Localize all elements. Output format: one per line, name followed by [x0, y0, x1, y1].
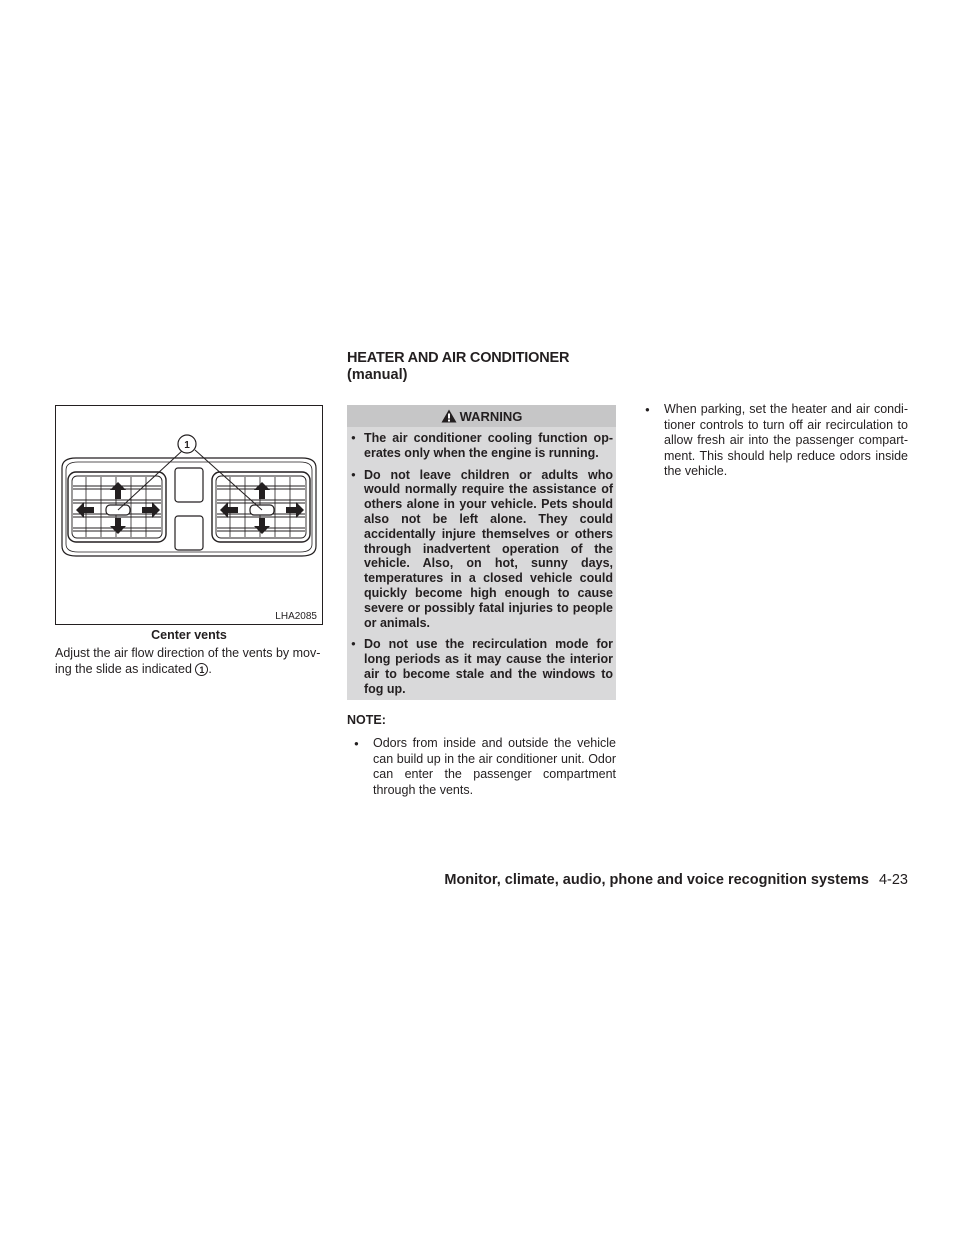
- warning-label: WARNING: [459, 408, 523, 424]
- bullet-icon: ●: [354, 739, 359, 748]
- warning-icon: [441, 409, 457, 423]
- warning-header: [347, 405, 616, 427]
- right-column-item: [645, 402, 908, 480]
- page-number: 4-23: [878, 872, 908, 888]
- note-item-text: Odors from inside and outside the vehicle can build up in the air conditioner unit. Odor can enter the passenger compartment through the vents.: [373, 736, 616, 797]
- figure-description: [55, 646, 325, 677]
- warning-list: [347, 431, 616, 704]
- center-vents-illustration: [56, 406, 322, 624]
- warning-item: ● Do not use the recirculation mode for long periods as it may cause the interior air to become stale and the windows to fog up.: [347, 637, 616, 696]
- warning-box: [347, 405, 616, 700]
- note-item: [354, 736, 616, 798]
- section-subtitle: (manual): [347, 367, 408, 383]
- section-title: HEATER AND AIR CONDITIONER: [347, 350, 570, 366]
- figure-code: LHA2085: [275, 611, 317, 622]
- figure-caption: Center vents: [151, 628, 227, 642]
- figure-description-text: Adjust the air flow direction of the vents by mov-ing the slide as indicated: [55, 646, 321, 676]
- callout-number: 1: [195, 663, 208, 676]
- figure-description-end: .: [208, 661, 212, 676]
- warning-item: ● Do not leave children or adults who would normally require the assistance of others alone in your vehicle. Pets should also not be left alone. They could accidentally injure themselves or others through inadvertent operation of the vehicle. Also, on hot, sunny days, temperatures in a closed vehicle could quickly become high enough to cause severe or possibly fatal injuries to people or animals.: [347, 468, 616, 631]
- footer-section-title: Monitor, climate, audio, phone and voice recognition systems: [444, 872, 869, 888]
- figure-callout-number: 1: [184, 440, 190, 451]
- bullet-icon: ●: [645, 405, 650, 414]
- page-footer: [444, 872, 908, 888]
- center-vents-figure: [55, 405, 323, 625]
- note-heading: NOTE:: [347, 713, 386, 727]
- right-column-item-text: When parking, set the heater and air condi-tioner controls to turn off air recirculation to allow fresh air into the passenger compart-ment. This should help reduce odors inside the vehicle.: [664, 402, 908, 478]
- warning-item: ● The air conditioner cooling function op-erates only when the engine is running.: [347, 431, 616, 461]
